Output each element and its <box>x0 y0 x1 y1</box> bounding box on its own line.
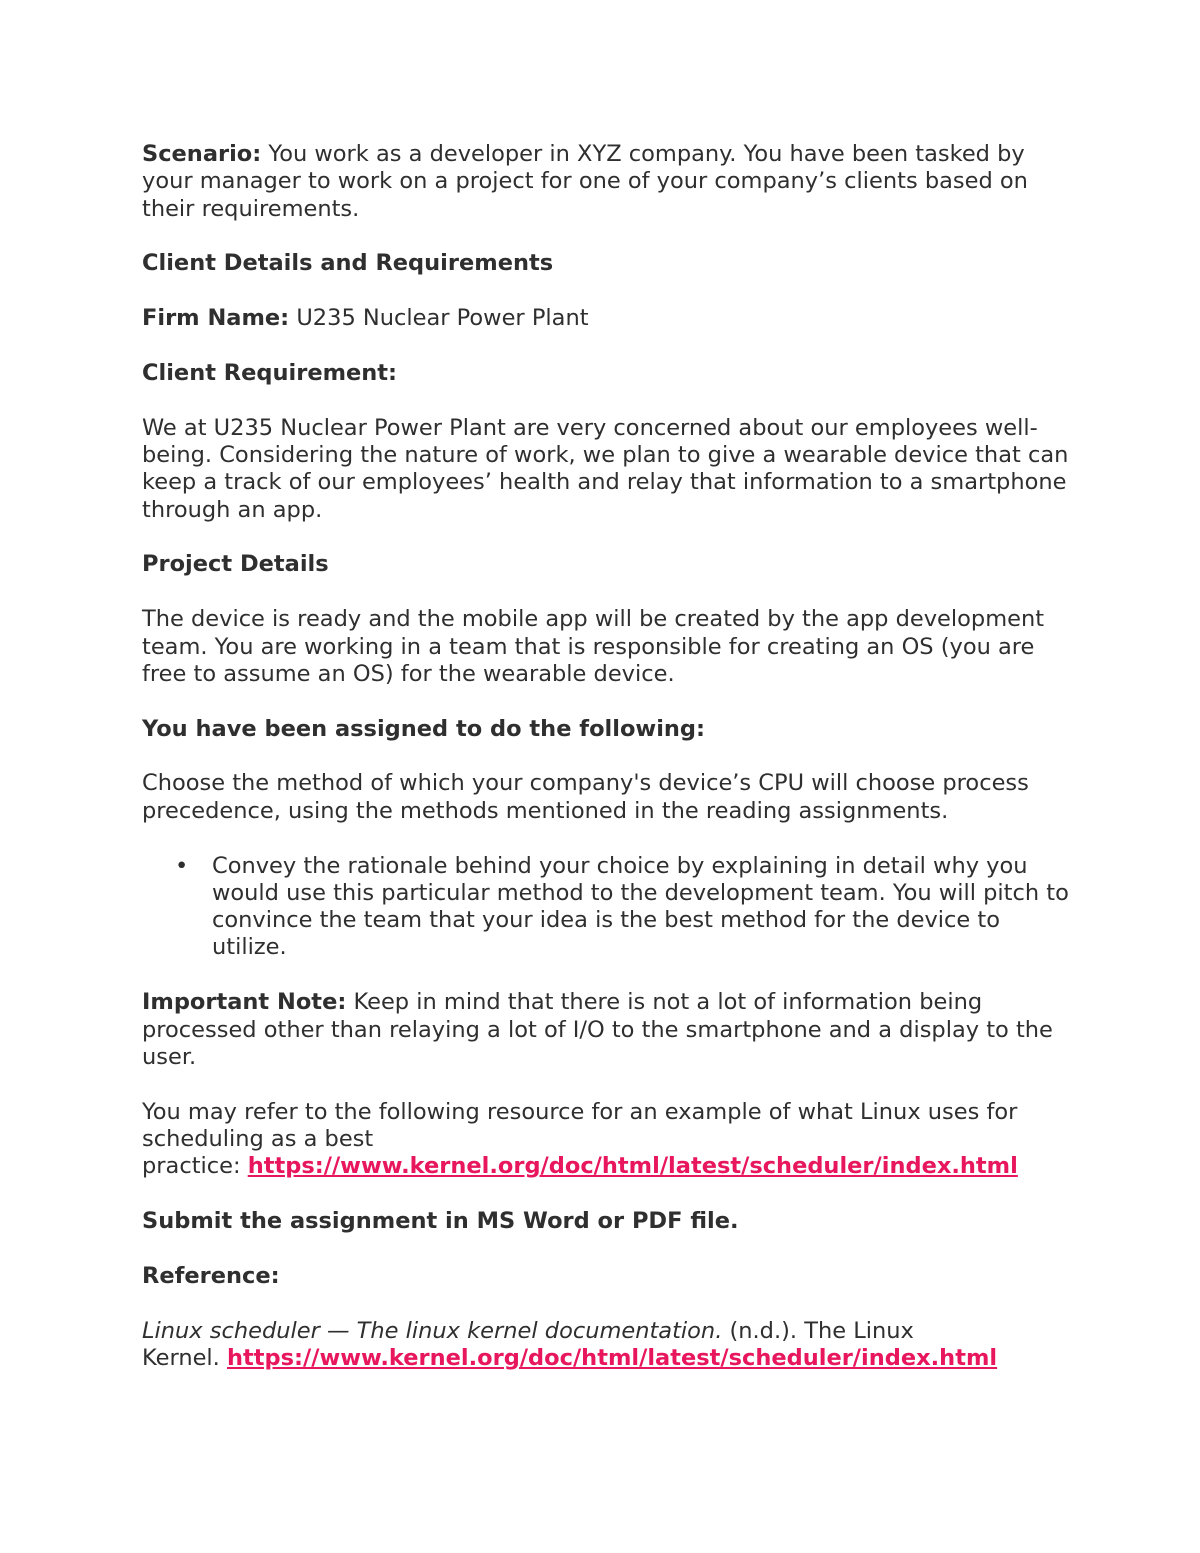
important-note-text: Keep in mind that there is not a lot of information being processed other than relaying a lot of I/O to the smartphone and a display to the user. <box>142 989 1053 1070</box>
list-item-text: Convey the rationale behind your choice by explaining in detail why you would use this particular method to the development team. You will pitch to convince the team that your idea is the best method for the device to utilize. <box>212 852 1069 961</box>
firm-name-paragraph <box>142 305 1072 332</box>
bullet-list <box>142 853 1072 962</box>
firm-name-text: U235 Nuclear Power Plant <box>289 305 589 332</box>
document-page <box>142 141 1072 1372</box>
scenario-text: You work as a developer in XYZ company. You have been tasked by your manager to work on a project for one of your company’s clients based on their requirements. <box>142 141 1028 222</box>
assigned-text: Choose the method of which your company's device’s CPU will choose process precedence, using the methods mentioned in the reading assignments. <box>142 770 1029 824</box>
client-requirement-text: We at U235 Nuclear Power Plant are very concerned about our employees well-being. Considering the nature of work, we plan to give a wearable device that can keep a track of our employees’ health and relay that information to a smartphone through an app. <box>142 414 1069 523</box>
list-item <box>175 852 1072 962</box>
resource-paragraph <box>142 1099 1072 1181</box>
client-requirement-heading: Client Requirement: <box>142 359 398 386</box>
project-details-text: The device is ready and the mobile app will be created by the app development team. You are working in a team that is responsible for creating an OS (you are free to assume an OS) for the wearable device. <box>142 606 1045 687</box>
assigned-heading: You have been assigned to do the following: <box>142 715 706 742</box>
scenario-label: Scenario: <box>142 141 262 167</box>
firm-name-label: Firm Name: <box>142 305 290 332</box>
important-note-label: Important Note: <box>142 989 347 1016</box>
important-note-paragraph <box>142 989 1072 1071</box>
resource-link[interactable]: https://www.kernel.org/doc/html/latest/scheduler/index.html <box>247 1153 1018 1180</box>
reference-publisher: Kernel. <box>142 1344 227 1371</box>
reference-entry <box>142 1318 1072 1373</box>
reference-source: (n.d.). The Linux <box>722 1317 914 1344</box>
resource-text-line2: practice: <box>142 1153 248 1180</box>
project-details-heading: Project Details <box>142 551 329 578</box>
resource-text-line1: You may refer to the following resource for an example of what Linux uses for scheduling as a best <box>142 1098 1018 1152</box>
reference-title: Linux scheduler — The linux kernel documentation. <box>142 1317 723 1344</box>
reference-heading: Reference: <box>142 1262 280 1289</box>
bullet-icon: • <box>175 852 189 879</box>
submit-instruction: Submit the assignment in MS Word or PDF file. <box>142 1208 739 1235</box>
client-details-heading: Client Details and Requirements <box>142 250 554 277</box>
scenario-paragraph <box>142 141 1072 223</box>
reference-link[interactable]: https://www.kernel.org/doc/html/latest/scheduler/index.html <box>227 1344 998 1371</box>
